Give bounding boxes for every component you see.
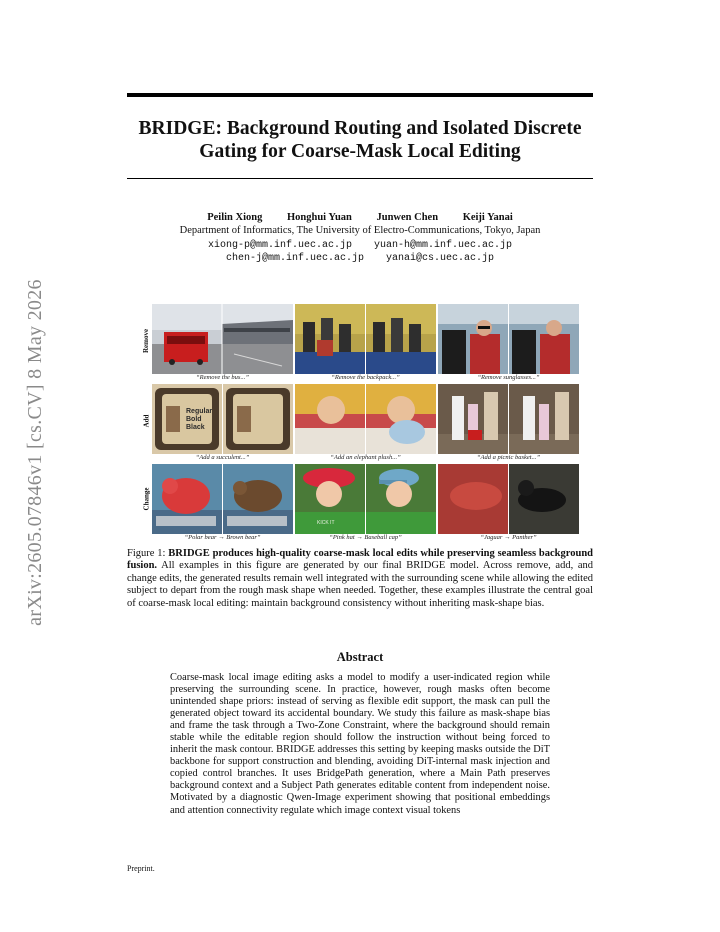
author-4: Keiji Yanai: [462, 212, 513, 223]
caption-remove-sunglasses: “Remove sunglasses...”: [477, 374, 540, 381]
email-link[interactable]: yanai@cs.uec.ac.jp: [386, 253, 495, 264]
caption-change-hat: “Pink hat → Baseball cap”: [329, 534, 402, 541]
paper-title: BRIDGE: Background Routing and Isolated Discrete Gating for Coarse-Mask Local Editing: [138, 118, 582, 162]
row-label-add: Add: [142, 414, 150, 428]
footer-preprint: Preprint.: [127, 864, 155, 873]
abstract-text: Coarse-mask local image editing asks a model to modify a user-indicated region while preserving the surrounding scene. In practice, however, rough masks often become unintended shape priors: instead of serving as flexible edit support, the mask can pull the generated object toward its accidental boundary. We study this failure as mask-shape bias and frame the task through a Two-Zone Constraint, where the background should remain stable while the editable region should follow the instruction without being forced to inherit the mask contour. BRIDGE addresses this setting by keeping masks outside the DiT backbone for support construction and blending, avoiding DiT-internal mask injection and copied control branches. It uses BridgePath generation, where a Main Path preserves background context and a Subject Path generates editable content from independent noise. Motivated by a diagnostic Qwen-Image experiment showing that positional embeddings and attention connectivity regulate which image context visual tokens: [170, 672, 550, 816]
email-block: [127, 239, 593, 265]
caption-remove-bus: “Remove the bus...”: [196, 374, 249, 381]
mug-label: Regular Bold Black: [186, 408, 213, 431]
row-label-change: Change: [142, 487, 151, 511]
email-link[interactable]: chen-j@mm.inf.uec.ac.jp: [225, 253, 364, 264]
shirt-label: KICK IT: [317, 520, 335, 526]
caption-remove-backpack: “Remove the backpack...”: [331, 374, 400, 381]
email-link[interactable]: yuan-h@mm.inf.uec.ac.jp: [374, 240, 513, 251]
title-rule-top: [127, 93, 593, 97]
email-link[interactable]: xiong-p@mm.inf.uec.ac.jp: [207, 240, 352, 251]
title-rule-bottom: [127, 178, 593, 179]
row-label-remove: Remove: [142, 328, 151, 354]
abstract-heading: Abstract: [336, 650, 384, 664]
figure-caption-label: Figure 1:: [127, 548, 166, 559]
author-3: Junwen Chen: [376, 212, 439, 223]
arxiv-stamp: [20, 262, 50, 642]
figure-caption: [127, 548, 593, 610]
arxiv-stamp-text: arXiv:2605.07846v1 [cs.CV] 8 May 2026: [23, 278, 46, 626]
figure-1: [141, 304, 579, 544]
image-remove-sunglasses: [438, 304, 579, 374]
figure-caption-bold: BRIDGE produces high-quality coarse-mask local edits while preserving seamless background fusion.: [127, 548, 593, 572]
image-add-succulent: [152, 384, 293, 454]
image-change-hat: [295, 464, 436, 534]
image-remove-bus: [152, 304, 293, 374]
image-remove-backpack: [295, 304, 436, 374]
image-add-elephant-plush: [295, 384, 436, 454]
caption-add-picnic-basket: “Add a picnic basket...”: [476, 454, 541, 461]
author-2: Honghui Yuan: [286, 212, 352, 223]
image-add-picnic-basket: [438, 384, 579, 454]
affiliation: Department of Informatics, The University of Electro-Communications, Tokyo, Japan: [179, 225, 541, 236]
caption-add-succulent: “Add a succulent...”: [195, 454, 250, 461]
image-change-bear: [152, 464, 293, 534]
caption-change-bear: “Polar bear → Brown bear”: [184, 534, 261, 541]
image-change-panther: [438, 464, 579, 534]
caption-change-panther: “Jaguar → Panther”: [480, 534, 537, 541]
author-list: [127, 212, 593, 223]
caption-add-elephant-plush: “Add an elephant plush...”: [330, 454, 401, 461]
author-1: Peilin Xiong: [207, 212, 263, 223]
figure-caption-text: All examples in this figure are generated by our final BRIDGE model. Across remove, add, and change edits, the generated results remain well integrated with the surrounding scene while allowing the edited subject to depart from the rough mask shape when needed. Together, these examples illustrate the central goal of coarse-mask local editing: maintain background consistency without inheriting mask-shape bias.: [127, 560, 594, 609]
